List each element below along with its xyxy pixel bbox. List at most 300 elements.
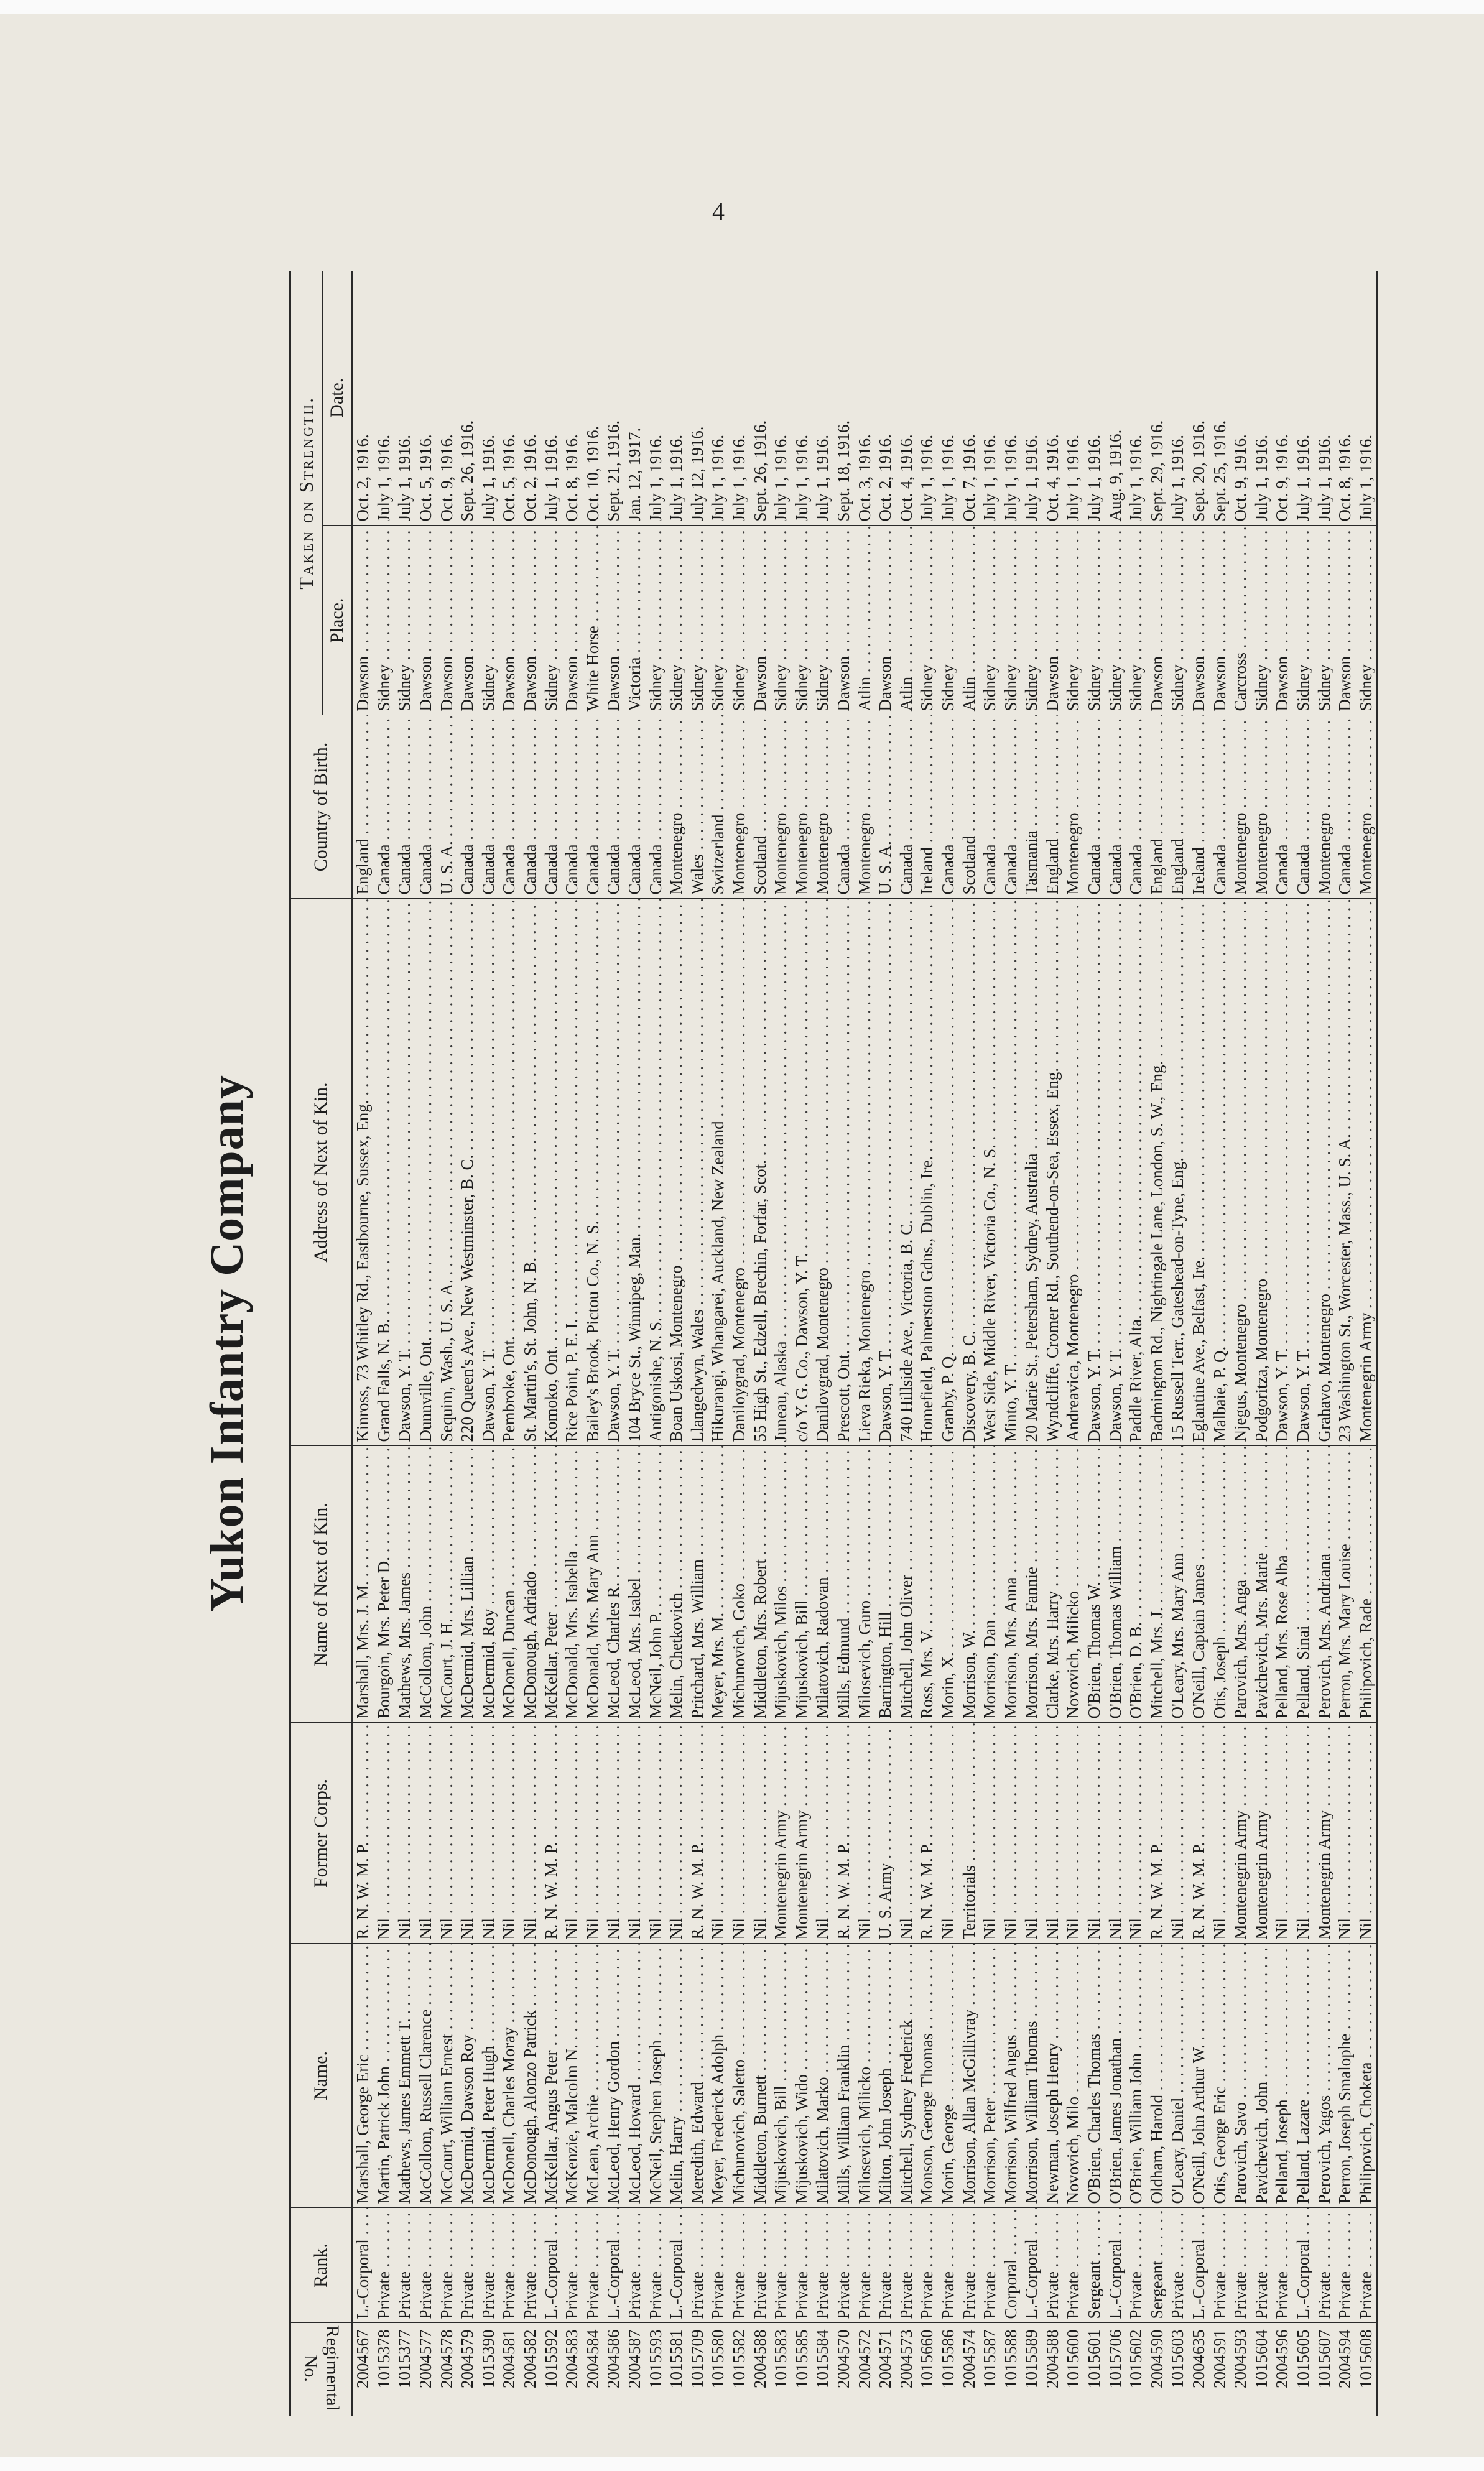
- regimental-no-cell: 2004635: [1189, 2329, 1208, 2388]
- place-cell: Sidney . . .: [374, 526, 395, 715]
- next-of-kin-cell: Pelland, Sinai . . .: [1293, 1446, 1314, 1723]
- place-cell: Sidney . . .: [708, 526, 729, 715]
- rank-cell: Private . . .: [394, 2208, 415, 2323]
- place-cell: Dawson . . .: [833, 526, 855, 715]
- next-of-kin-cell: Middleton, Mrs. Robert . . .: [750, 1446, 771, 1723]
- place-cell: Dawson . . .: [1147, 526, 1168, 715]
- table-row: [583, 271, 604, 2416]
- former-corps-cell: R. N. W. M. P. . . .: [1147, 1723, 1168, 1944]
- page-number: 4: [712, 197, 725, 225]
- regimental-no-cell: 2004567: [353, 2329, 373, 2388]
- rank-cell: Private . . .: [729, 2208, 750, 2323]
- date-cell: Sept. 18, 1916.: [833, 271, 855, 526]
- date-cell: Oct. 9, 1916.: [1230, 271, 1251, 526]
- name-cell: McKenzie, Malcolm N. . . .: [562, 1944, 583, 2208]
- address-cell: Dunnville, Ont. . . .: [415, 899, 437, 1446]
- regimental-no-cell: 2004583: [562, 2329, 582, 2388]
- date-cell: July 1, 1916.: [1126, 271, 1147, 526]
- address-cell: Prescott, Ont. . . .: [833, 899, 855, 1446]
- table-row: [1167, 271, 1189, 2416]
- table-row: [1147, 271, 1168, 2416]
- country-cell: Canada . . .: [499, 715, 520, 899]
- country-cell: Tasmania . . .: [1021, 715, 1042, 899]
- address-cell: Homefield, Palmerston Gdns., Dublin, Ire. . . .: [917, 899, 938, 1446]
- table-row: [1063, 271, 1084, 2416]
- next-of-kin-cell: Bourgoin, Mrs. Peter D. . . .: [374, 1446, 395, 1723]
- rank-cell: Sergeant . . .: [1147, 2208, 1168, 2323]
- table-row: [520, 271, 541, 2416]
- address-cell: Malbaie, P. Q. . . .: [1210, 899, 1231, 1446]
- regimental-no-cell: 2004593: [1231, 2329, 1250, 2388]
- name-cell: Pavichevich, John . . .: [1251, 1944, 1273, 2208]
- date-cell: Sept. 26, 1916.: [750, 271, 771, 526]
- former-corps-cell: Montenegrin Army . . .: [771, 1723, 792, 1944]
- former-corps-cell: R. N. W. M. P. . . .: [917, 1723, 938, 1944]
- rank-cell: Private . . .: [1272, 2208, 1293, 2323]
- date-cell: July 1, 1916.: [666, 271, 687, 526]
- name-cell: Marshall, George Eric . . .: [352, 1944, 374, 2208]
- date-cell: July 1, 1916.: [646, 271, 667, 526]
- address-cell: 740 Hillside Ave., Victoria, B. C. . . .: [896, 899, 917, 1446]
- regimental-no-cell: 1015589: [1022, 2329, 1041, 2388]
- table-row: [792, 271, 813, 2416]
- name-cell: McLeod, Henry Gordon . . .: [603, 1944, 624, 2208]
- next-of-kin-cell: Perron, Mrs. Mary Louise . . .: [1335, 1446, 1356, 1723]
- next-of-kin-cell: Mathews, Mrs. James . . .: [394, 1446, 415, 1723]
- country-cell: Canada . . .: [1272, 715, 1293, 899]
- country-cell: Switzerland . . .: [708, 715, 729, 899]
- rank-cell: Private . . .: [1042, 2208, 1064, 2323]
- place-cell: Sidney . . .: [1105, 526, 1126, 715]
- table-row: [1084, 271, 1105, 2416]
- former-corps-cell: Nil . . .: [1272, 1723, 1293, 1944]
- table-row: [624, 271, 646, 2416]
- next-of-kin-cell: Michunovich, Goko . . .: [729, 1446, 750, 1723]
- regimental-no-cell: 2004579: [458, 2329, 477, 2388]
- regimental-no-cell: 2004570: [833, 2329, 853, 2388]
- table-row: [394, 271, 415, 2416]
- address-cell: Bailey's Brook, Pictou Co., N. S. . . .: [583, 899, 604, 1446]
- name-cell: McDonell, Charles Moray . . .: [499, 1944, 520, 2208]
- next-of-kin-cell: Milosevich, Guro . . .: [855, 1446, 876, 1723]
- next-of-kin-cell: Morrison, Mrs. Anna . . .: [1001, 1446, 1022, 1723]
- next-of-kin-cell: Parovich, Mrs. Anga . . .: [1230, 1446, 1251, 1723]
- name-cell: McLeod, Howard . . .: [624, 1944, 646, 2208]
- regimental-no-cell: 2004581: [499, 2329, 519, 2388]
- rank-cell: Private . . .: [1251, 2208, 1273, 2323]
- former-corps-cell: Nil . . .: [499, 1723, 520, 1944]
- date-cell: Jan. 12, 1917.: [624, 271, 646, 526]
- address-cell: Sequim, Wash., U. S. A. . . .: [437, 899, 458, 1446]
- former-corps-cell: Nil . . .: [374, 1723, 395, 1944]
- regimental-no-cell: 2004584: [583, 2329, 602, 2388]
- name-cell: McCourt, William Ernest . . .: [437, 1944, 458, 2208]
- former-corps-cell: Nil . . .: [478, 1723, 499, 1944]
- name-cell: Morrison, William Thomas . . .: [1021, 1944, 1042, 2208]
- place-cell: Sidney . . .: [938, 526, 959, 715]
- rank-cell: Private . . .: [792, 2208, 813, 2323]
- rank-cell: Sergeant . . .: [1084, 2208, 1105, 2323]
- name-cell: McDermid, Peter Hugh . . .: [478, 1944, 499, 2208]
- table-row: [1230, 271, 1251, 2416]
- former-corps-cell: Nil . . .: [1021, 1723, 1042, 1944]
- table-row: [1314, 271, 1335, 2416]
- name-cell: O'Brien, William John . . .: [1126, 1944, 1147, 2208]
- table-row: [603, 271, 624, 2416]
- rank-cell: Private . . .: [437, 2208, 458, 2323]
- rank-cell: Private . . .: [771, 2208, 792, 2323]
- address-cell: Discovery, B. C. . . .: [959, 899, 980, 1446]
- country-cell: Canada . . .: [562, 715, 583, 899]
- name-cell: O'Neill, John Arthur W. . . .: [1189, 1944, 1210, 2208]
- regimental-no-cell: 2004572: [855, 2329, 874, 2388]
- country-cell: Wales . . .: [687, 715, 708, 899]
- place-cell: Sidney . . .: [1293, 526, 1314, 715]
- country-cell: Canada . . .: [980, 715, 1001, 899]
- place-cell: Dawson . . .: [457, 526, 478, 715]
- address-cell: Granby, P. Q. . . .: [938, 899, 959, 1446]
- place-cell: Dawson . . .: [437, 526, 458, 715]
- regimental-no-cell: 1015603: [1168, 2329, 1187, 2388]
- table-row: [855, 271, 876, 2416]
- address-cell: 104 Bryce St., Winnipeg, Man. . . .: [624, 899, 646, 1446]
- header-place: Place.: [322, 526, 353, 715]
- next-of-kin-cell: Milatovich, Radovan . . .: [812, 1446, 833, 1723]
- address-cell: Dawson, Y. T. . . .: [1105, 899, 1126, 1446]
- name-cell: O'Leary, Daniel . . .: [1167, 1944, 1189, 2208]
- former-corps-cell: Nil . . .: [437, 1723, 458, 1944]
- place-cell: Dawson . . .: [352, 526, 374, 715]
- next-of-kin-cell: McDonough, Adriado . . .: [520, 1446, 541, 1723]
- rank-cell: Private . . .: [1210, 2208, 1231, 2323]
- table-row: [541, 271, 562, 2416]
- regimental-no-cell: 2004591: [1210, 2329, 1229, 2388]
- former-corps-cell: Nil . . .: [1167, 1723, 1189, 1944]
- former-corps-cell: Montenegrin Army . . .: [1314, 1723, 1335, 1944]
- place-cell: Dawson . . .: [875, 526, 896, 715]
- date-cell: Oct. 10, 1916.: [583, 271, 604, 526]
- next-of-kin-cell: McDermid, Mrs. Lillian . . .: [457, 1446, 478, 1723]
- address-cell: Andreavica, Montenegro . . .: [1063, 899, 1084, 1446]
- regimental-no-cell: 1015604: [1251, 2329, 1271, 2388]
- former-corps-cell: Nil . . .: [1105, 1723, 1126, 1944]
- regimental-no-cell: 2004582: [521, 2329, 540, 2388]
- country-cell: Canada . . .: [1210, 715, 1231, 899]
- next-of-kin-cell: Mills, Edmund . . .: [833, 1446, 855, 1723]
- country-cell: Canada . . .: [833, 715, 855, 899]
- regimental-no-cell: 1015593: [646, 2329, 665, 2388]
- former-corps-cell: Nil . . .: [583, 1723, 604, 1944]
- name-cell: McKellar, Angus Peter . . .: [541, 1944, 562, 2208]
- former-corps-cell: Nil . . .: [666, 1723, 687, 1944]
- next-of-kin-cell: O'Leary, Mrs. Mary Ann . . .: [1167, 1446, 1189, 1723]
- name-cell: Mijuskovich, Bill . . .: [771, 1944, 792, 2208]
- regimental-no-cell: 2004596: [1273, 2329, 1292, 2388]
- name-cell: Philipovich, Choketa . . .: [1356, 1944, 1378, 2208]
- rank-cell: Private . . .: [1167, 2208, 1189, 2323]
- address-cell: Podgoritza, Montenegro . . .: [1251, 899, 1273, 1446]
- next-of-kin-cell: O'Brien, Thomas W. . . .: [1084, 1446, 1105, 1723]
- next-of-kin-cell: Mijuskovich, Bill . . .: [792, 1446, 813, 1723]
- table-row: [1251, 271, 1273, 2416]
- table-row: [729, 271, 750, 2416]
- country-cell: Montenegro . . .: [1230, 715, 1251, 899]
- next-of-kin-cell: McLeod, Charles R. . . .: [603, 1446, 624, 1723]
- country-cell: England . . .: [1147, 715, 1168, 899]
- next-of-kin-cell: Ross, Mrs. V. . . .: [917, 1446, 938, 1723]
- date-cell: July 1, 1916.: [812, 271, 833, 526]
- address-cell: Njegus, Montenegro . . .: [1230, 899, 1251, 1446]
- name-cell: Novovich, Milo . . .: [1063, 1944, 1084, 2208]
- former-corps-cell: Nil . . .: [855, 1723, 876, 1944]
- rank-cell: Private . . .: [833, 2208, 855, 2323]
- date-cell: July 1, 1916.: [792, 271, 813, 526]
- country-cell: Canada . . .: [374, 715, 395, 899]
- name-cell: Martin, Patrick John . . .: [374, 1944, 395, 2208]
- rank-cell: Private . . .: [646, 2208, 667, 2323]
- address-cell: 20 Marie St., Petersham, Sydney, Australia . . .: [1021, 899, 1042, 1446]
- table-row: [687, 271, 708, 2416]
- rank-cell: Private . . .: [708, 2208, 729, 2323]
- regimental-no-cell: 2004586: [604, 2329, 623, 2388]
- name-cell: Milton, John Joseph . . .: [875, 1944, 896, 2208]
- date-cell: Oct. 8, 1916.: [1335, 271, 1356, 526]
- address-cell: c/o Y. G. Co., Dawson, Y. T. . . .: [792, 899, 813, 1446]
- regimental-no-cell: 1015378: [374, 2329, 393, 2388]
- rank-cell: Private . . .: [562, 2208, 583, 2323]
- next-of-kin-cell: Clarke, Mrs. Harry . . .: [1042, 1446, 1064, 1723]
- table-row: [1335, 271, 1356, 2416]
- country-cell: Canada . . .: [646, 715, 667, 899]
- former-corps-cell: Nil . . .: [646, 1723, 667, 1944]
- rank-cell: Private . . .: [917, 2208, 938, 2323]
- table-row: [1105, 271, 1126, 2416]
- country-cell: Montenegro . . .: [1356, 715, 1378, 899]
- next-of-kin-cell: McDonell, Duncan . . .: [499, 1446, 520, 1723]
- place-cell: Sidney . . .: [917, 526, 938, 715]
- date-cell: July 1, 1916.: [771, 271, 792, 526]
- former-corps-cell: U. S. Army . . .: [875, 1723, 896, 1944]
- name-cell: McDermid, Dawson Roy . . .: [457, 1944, 478, 2208]
- rank-cell: Private . . .: [520, 2208, 541, 2323]
- table-row: [1210, 271, 1231, 2416]
- country-cell: Canada . . .: [415, 715, 437, 899]
- country-cell: England . . .: [1167, 715, 1189, 899]
- date-cell: Oct. 7, 1916.: [959, 271, 980, 526]
- place-cell: Sidney . . .: [1251, 526, 1273, 715]
- header-country-of-birth: Country of Birth.: [290, 715, 353, 899]
- place-cell: Carcross . . .: [1230, 526, 1251, 715]
- name-cell: Milatovich, Marko . . .: [812, 1944, 833, 2208]
- regimental-no-cell: 1015592: [541, 2329, 560, 2388]
- place-cell: Sidney . . .: [792, 526, 813, 715]
- regimental-no-cell: 2004574: [959, 2329, 978, 2388]
- table-row: [1042, 271, 1064, 2416]
- place-cell: Sidney . . .: [666, 526, 687, 715]
- place-cell: Dawson . . .: [1335, 526, 1356, 715]
- former-corps-cell: Nil . . .: [1356, 1723, 1378, 1944]
- name-cell: Morin, George . . .: [938, 1944, 959, 2208]
- regimental-no-cell: 1015586: [938, 2329, 957, 2388]
- next-of-kin-cell: Pavichevich, Mrs. Marie . . .: [1251, 1446, 1273, 1723]
- address-cell: 15 Russell Terr., Gateshead-on-Tyne, Eng. . . .: [1167, 899, 1189, 1446]
- next-of-kin-cell: Morin, X. . . .: [938, 1446, 959, 1723]
- former-corps-cell: Montenegrin Army . . .: [792, 1723, 813, 1944]
- rank-cell: Private . . .: [1335, 2208, 1356, 2323]
- address-cell: 220 Queen's Ave., New Westminster, B. C. . . .: [457, 899, 478, 1446]
- name-cell: Morrison, Peter . . .: [980, 1944, 1001, 2208]
- table-row: [1021, 271, 1042, 2416]
- address-cell: St. Martin's, St. John, N. B. . . .: [520, 899, 541, 1446]
- country-cell: Scotland . . .: [750, 715, 771, 899]
- table-row: [374, 271, 395, 2416]
- address-cell: Pembroke, Ont. . . .: [499, 899, 520, 1446]
- date-cell: July 1, 1916.: [1001, 271, 1022, 526]
- former-corps-cell: R. N. W. M. P. . . .: [833, 1723, 855, 1944]
- address-cell: Juneau, Alaska . . .: [771, 899, 792, 1446]
- regimental-no-cell: 1015602: [1126, 2329, 1146, 2388]
- regimental-no-cell: 2004594: [1335, 2329, 1355, 2388]
- address-cell: Wyndcliffe, Cromer Rd., Southend-on-Sea, Essex, Eng. . . .: [1042, 899, 1064, 1446]
- regimental-no-cell: 1015580: [708, 2329, 728, 2388]
- former-corps-cell: Nil . . .: [1293, 1723, 1314, 1944]
- name-cell: Perovich, Yagos . . .: [1314, 1944, 1335, 2208]
- table-row: [437, 271, 458, 2416]
- next-of-kin-cell: Barrington, Hill . . .: [875, 1446, 896, 1723]
- date-cell: July 1, 1916.: [917, 271, 938, 526]
- place-cell: Victoria . . .: [624, 526, 646, 715]
- rank-cell: Private . . .: [959, 2208, 980, 2323]
- place-cell: Atlin . . .: [959, 526, 980, 715]
- table-row: [708, 271, 729, 2416]
- table-row: [959, 271, 980, 2416]
- table-row: [833, 271, 855, 2416]
- table-row: [478, 271, 499, 2416]
- table-row: [415, 271, 437, 2416]
- former-corps-cell: Nil . . .: [750, 1723, 771, 1944]
- rank-cell: L.-Corporal . . .: [1189, 2208, 1210, 2323]
- regimental-no-cell: 1015583: [771, 2329, 791, 2388]
- country-cell: Canada . . .: [457, 715, 478, 899]
- date-cell: Oct. 5, 1916.: [415, 271, 437, 526]
- table-row: [562, 271, 583, 2416]
- former-corps-cell: Territorials . . .: [959, 1723, 980, 1944]
- rank-cell: Private . . .: [1230, 2208, 1251, 2323]
- next-of-kin-cell: McDermid, Roy . . .: [478, 1446, 499, 1723]
- place-cell: Dawson . . .: [1042, 526, 1064, 715]
- rank-cell: L.-Corporal . . .: [1293, 2208, 1314, 2323]
- former-corps-cell: Nil . . .: [624, 1723, 646, 1944]
- date-cell: July 1, 1916.: [1063, 271, 1084, 526]
- country-cell: Canada . . .: [1293, 715, 1314, 899]
- address-cell: Grahavo, Montenegro . . .: [1314, 899, 1335, 1446]
- date-cell: Oct. 9, 1916.: [1272, 271, 1293, 526]
- former-corps-cell: Nil . . .: [415, 1723, 437, 1944]
- country-cell: Canada . . .: [938, 715, 959, 899]
- address-cell: Dawson, Y. T. . . .: [394, 899, 415, 1446]
- rank-cell: Private . . .: [875, 2208, 896, 2323]
- scan-bottom-edge: [0, 2457, 1484, 2471]
- next-of-kin-cell: Marshall, Mrs. J. M. . . .: [352, 1446, 374, 1723]
- country-cell: Montenegro . . .: [771, 715, 792, 899]
- country-cell: Canada . . .: [1126, 715, 1147, 899]
- regimental-no-cell: 1015584: [813, 2329, 832, 2388]
- place-cell: Dawson . . .: [1210, 526, 1231, 715]
- rank-cell: L.-Corporal . . .: [666, 2208, 687, 2323]
- rank-cell: L.-Corporal . . .: [1105, 2208, 1126, 2323]
- next-of-kin-cell: Mitchell, Mrs. J. . . .: [1147, 1446, 1168, 1723]
- former-corps-cell: Nil . . .: [1042, 1723, 1064, 1944]
- former-corps-cell: Nil . . .: [1001, 1723, 1022, 1944]
- table-row: [1001, 271, 1022, 2416]
- date-cell: Oct. 9, 1916.: [437, 271, 458, 526]
- date-cell: July 1, 1916.: [1084, 271, 1105, 526]
- country-cell: Canada . . .: [478, 715, 499, 899]
- date-cell: Sept. 29, 1916.: [1147, 271, 1168, 526]
- regimental-no-cell: 1015605: [1294, 2329, 1313, 2388]
- table-row: [771, 271, 792, 2416]
- place-cell: Dawson . . .: [520, 526, 541, 715]
- date-cell: July 1, 1916.: [1356, 271, 1378, 526]
- rank-cell: Private . . .: [687, 2208, 708, 2323]
- place-cell: Sidney . . .: [1126, 526, 1147, 715]
- address-cell: Paddle River, Alta. . . .: [1126, 899, 1147, 1446]
- regimental-no-cell: 1015585: [792, 2329, 811, 2388]
- name-cell: McCollom, Russell Clarence . . .: [415, 1944, 437, 2208]
- nominal-roll-table: [289, 271, 1378, 2416]
- regimental-no-cell: 2004573: [896, 2329, 916, 2388]
- table-row: [917, 271, 938, 2416]
- next-of-kin-cell: O'Brien, Thomas William . . .: [1105, 1446, 1126, 1723]
- header-rank: Rank.: [290, 2208, 353, 2323]
- country-cell: Canada . . .: [394, 715, 415, 899]
- rank-cell: Private . . .: [938, 2208, 959, 2323]
- place-cell: Sidney . . .: [478, 526, 499, 715]
- former-corps-cell: Nil . . .: [1084, 1723, 1105, 1944]
- name-cell: O'Brien, James Jonathan . . .: [1105, 1944, 1126, 2208]
- rank-cell: Private . . .: [812, 2208, 833, 2323]
- name-cell: Morrison, Wilfred Angus . . .: [1001, 1944, 1022, 2208]
- address-cell: Hikurangi, Whangarei, Auckland, New Zealand . . .: [708, 899, 729, 1446]
- place-cell: Dawson . . .: [603, 526, 624, 715]
- place-cell: Atlin . . .: [855, 526, 876, 715]
- rank-cell: L.-Corporal . . .: [603, 2208, 624, 2323]
- rank-cell: L.-Corporal . . .: [541, 2208, 562, 2323]
- date-cell: Sept. 25, 1916.: [1210, 271, 1231, 526]
- former-corps-cell: Nil . . .: [394, 1723, 415, 1944]
- former-corps-cell: Nil . . .: [938, 1723, 959, 1944]
- address-cell: Dawson, Y. T. . . .: [1293, 899, 1314, 1446]
- place-cell: Sidney . . .: [1021, 526, 1042, 715]
- next-of-kin-cell: Morrison, Mrs. Fannie . . .: [1021, 1446, 1042, 1723]
- country-cell: Ireland . . .: [917, 715, 938, 899]
- place-cell: Dawson . . .: [1189, 526, 1210, 715]
- table-row: [812, 271, 833, 2416]
- regimental-no-cell: 1015582: [729, 2329, 748, 2388]
- place-cell: Sidney . . .: [771, 526, 792, 715]
- address-cell: Llangedwyn, Wales . . .: [687, 899, 708, 1446]
- address-cell: Danilovgrad, Montenegro . . .: [812, 899, 833, 1446]
- next-of-kin-cell: Philipovich, Rade . . .: [1356, 1446, 1378, 1723]
- rank-cell: Private . . .: [1356, 2208, 1378, 2323]
- regimental-no-cell: 2004588: [750, 2329, 769, 2388]
- rank-cell: L.-Corporal . . .: [352, 2208, 374, 2323]
- country-cell: Ireland . . .: [1189, 715, 1210, 899]
- country-cell: Canada . . .: [896, 715, 917, 899]
- country-cell: Scotland . . .: [959, 715, 980, 899]
- date-cell: July 1, 1916.: [541, 271, 562, 526]
- name-cell: Middleton, Burnett . . .: [750, 1944, 771, 2208]
